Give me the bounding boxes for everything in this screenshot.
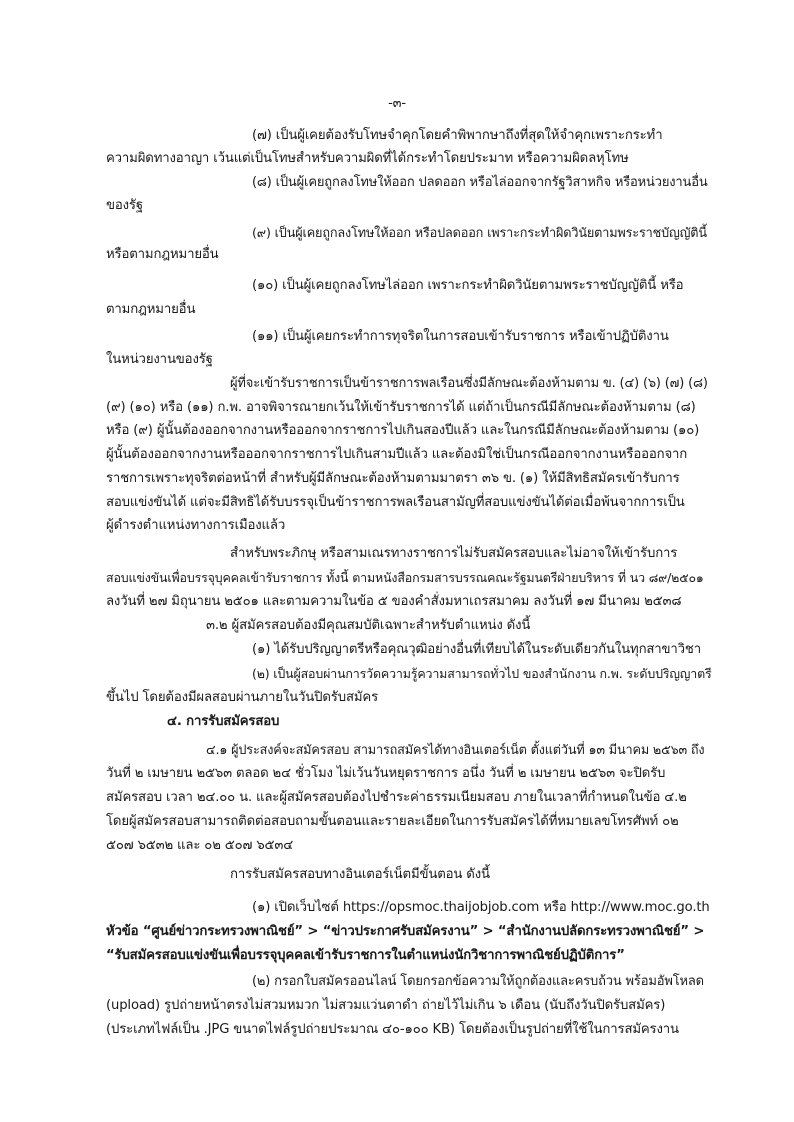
text-line: สอบแข่งขันได้ แต่จะมีสิทธิได้รับบรรจุเป็นข้าราชการพลเรือนสามัญที่สอบแข่งขันได้ต่อเมื่อพ้นจากการเป็น [106, 495, 685, 510]
text-line: (๑๑) เป็นผู้เคยกระทำการทุจริตในการสอบเข้ารับราชการ หรือเข้าปฏิบัติงาน [252, 329, 669, 344]
text-line: การรับสมัครสอบทางอินเตอร์เน็ตมีขั้นตอน ดังนี้ [230, 867, 490, 882]
text-line: ราชการเพราะทุจริตต่อหน้าที่ สำหรับผู้มีลักษณะต้องห้ามตามมาตรา ๓๖ ข. (๑) ให้มีสิทธิสมัครเข้ารับการ [106, 471, 680, 486]
text-line: ผู้นั้นต้องออกจากงานหรือออกจากราชการไปเกินสามปีแล้ว และต้องมิใช่เป็นกรณีออกจากงานหรือออกจาก [106, 447, 688, 462]
text-line: วันที่ ๒ เมษายน ๒๕๖๓ ตลอด ๒๔ ชั่วโมง ไม่เว้นวันหยุดราชการ อนึ่ง วันที่ ๒ เมษายน ๒๕๖๓ จะปิดรับ [106, 766, 666, 781]
text-line: (๑) ได้รับปริญญาตรีหรือคุณวุฒิอย่างอื่นที่เทียบได้ในระดับเดียวกันในทุกสาขาวิชา [252, 642, 701, 657]
text-line: (๘) เป็นผู้เคยถูกลงโทษให้ออก ปลดออก หรือไล่ออกจากรัฐวิสาหกิจ หรือหน่วยงานอื่น [252, 175, 708, 190]
text-line: ลงวันที่ ๒๗ มิถุนายน ๒๕๐๑ และตามความในข้อ ๕ ของคำสั่งมหาเถรสมาคม ลงวันที่ ๑๗ มีนาคม ๒๕๓๘ [106, 594, 682, 609]
text-line: (upload) รูปถ่ายหน้าตรงไม่สวมหมวก ไม่สวมแว่นตาดำ ถ่ายไว้ไม่เกิน ๖ เดือน (นับถึงวันปิดรับสมัคร) [106, 998, 666, 1013]
text-line: ๔.๑ ผู้ประสงค์จะสมัครสอบ สามารถสมัครได้ทางอินเตอร์เน็ต ตั้งแต่วันที่ ๑๓ มีนาคม ๒๕๖๓ ถึง [206, 742, 705, 757]
text-line: (๒) กรอกใบสมัครออนไลน์ โดยกรอกข้อความให้ถูกต้องและครบถ้วน พร้อมอัพโหลด [252, 974, 704, 989]
text-line: ผู้ดำรงตำแหน่งทางการเมืองแล้ว [106, 518, 286, 533]
text-line: ตามกฎหมายอื่น [106, 302, 196, 317]
text-line: (๗) เป็นผู้เคยต้องรับโทษจำคุกโดยคำพิพากษาถึงที่สุดให้จำคุกเพราะกระทำ [252, 128, 663, 143]
text-line: (๒) เป็นผู้สอบผ่านการวัดความรู้ความสามารถทั่วไป ของสำนักงาน ก.พ. ระดับปริญญาตรี [252, 666, 712, 681]
text-line: สมัครสอบ เวลา ๒๔.๐๐ น. และผู้สมัครสอบต้องไปชำระค่าธรรมเนียมสอบ ภายในเวลาที่กำหนดในข้อ ๔.๒ [106, 790, 687, 805]
page-number: -๓- [388, 96, 406, 111]
text-line: ขึ้นไป โดยต้องมีผลสอบผ่านภายในวันปิดรับสมัคร [106, 690, 378, 705]
text-line: สำหรับพระภิกษุ หรือสามเณรทางราชการไม่รับสมัครสอบและไม่อาจให้เข้ารับการ [230, 546, 678, 561]
text-line: หัวข้อ “ศูนย์ข่าวกระทรวงพาณิชย์” > “ข่าวประกาศรับสมัครงาน” > “สำนักงานปลัดกระทรวงพาณิชย์” > [106, 924, 705, 939]
text-line: โดยผู้สมัครสอบสามารถติดต่อสอบถามขั้นตอนและรายละเอียดในการรับสมัครได้ที่หมายเลขโทรศัพท์ ๐๒ [106, 814, 679, 829]
text-line: ของรัฐ [106, 198, 143, 213]
text-line: หรือตามกฎหมายอื่น [106, 247, 219, 262]
section-heading: ๔. การรับสมัครสอบ [167, 714, 280, 729]
text-line: (๙) (๑๐) หรือ (๑๑) ก.พ. อาจพิจารณายกเว้นให้เข้ารับราชการได้ แต่ถ้าเป็นกรณีมีลักษณะต้องห้ามตาม (๘) [106, 400, 696, 415]
text-line: ผู้ที่จะเข้ารับราชการเป็นข้าราชการพลเรือนซึ่งมีลักษณะต้องห้ามตาม ข. (๔) (๖) (๗) (๘) [230, 376, 708, 391]
text-line: ความผิดทางอาญา เว้นแต่เป็นโทษสำหรับความผิดที่ได้กระทำโดยประมาท หรือความผิดลหุโทษ [106, 151, 629, 166]
text-line: หรือ (๙) ผู้นั้นต้องออกจากงานหรือออกจากราชการไปเกินสองปีแล้ว และในกรณีมีลักษณะต้องห้ามตาม (๑๐) [106, 423, 700, 438]
text-line: (๑) เปิดเว็บไซต์ https://opsmoc.thaijobjob.com หรือ http://www.moc.go.th [252, 900, 710, 915]
text-line: “รับสมัครสอบแข่งขันเพื่อบรรจุบุคคลเข้ารับราชการในตำแหน่งนักวิชาการพาณิชย์ปฏิบัติการ” [106, 948, 625, 963]
text-line: สอบแข่งขันเพื่อบรรจุบุคคลเข้ารับราชการ ทั้งนี้ ตามหนังสือกรมสารบรรณคณะรัฐมนตรีฝ่ายบริหาร ที่ นว ๘๙/๒๕๐๑ [106, 570, 704, 585]
text-line: (๑๐) เป็นผู้เคยถูกลงโทษไล่ออก เพราะกระทำผิดวินัยตามพระราชบัญญัตินี้ หรือ [252, 278, 684, 293]
text-line: ๓.๒ ผู้สมัครสอบต้องมีคุณสมบัติเฉพาะสำหรับตำแหน่ง ดังนี้ [206, 618, 531, 633]
text-line: ในหน่วยงานของรัฐ [106, 352, 213, 367]
text-line: (๙) เป็นผู้เคยถูกลงโทษให้ออก หรือปลดออก เพราะกระทำผิดวินัยตามพระราชบัญญัตินี้ [252, 225, 707, 240]
text-line: ๕๐๗ ๖๕๓๒ และ ๐๒ ๕๐๗ ๖๕๓๔ [106, 838, 294, 853]
text-line: (ประเภทไฟล์เป็น .JPG ขนาดไฟล์รูปถ่ายประมาณ ๔๐-๑๐๐ KB) โดยต้องเป็นรูปถ่ายที่ใช้ในการสมัครงาน [106, 1022, 679, 1037]
